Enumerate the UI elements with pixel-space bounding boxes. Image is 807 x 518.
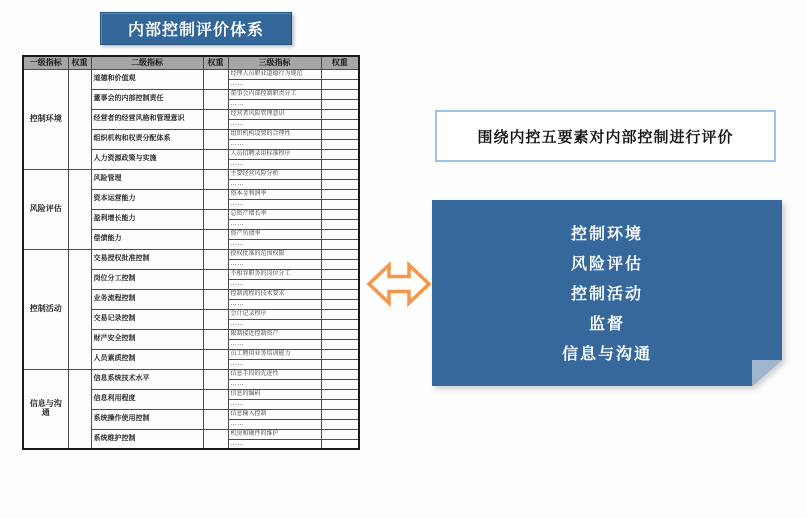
header-weight2: 权重 — [203, 56, 228, 69]
level3-cell: 授权批准的范围权限 — [228, 249, 321, 259]
indicator-table-wrap — [22, 55, 358, 450]
table-row — [23, 369, 359, 379]
weight-cell — [203, 369, 228, 389]
table-row — [23, 249, 359, 259]
weight-cell — [321, 269, 359, 279]
table-header-row — [23, 56, 359, 69]
ellipsis-cell: …… — [228, 379, 321, 389]
header-level1: 一级指标 — [23, 56, 68, 69]
weight-cell — [321, 89, 359, 99]
weight-cell — [203, 209, 228, 229]
header-level2: 二级指标 — [91, 56, 203, 69]
weight-cell — [321, 139, 359, 149]
level2-cell: 交易授权批准控制 — [91, 249, 203, 269]
ellipsis-cell: …… — [228, 359, 321, 369]
level3-cell: 员工聘用业务培训能力 — [228, 349, 321, 359]
level2-cell: 岗位分工控制 — [91, 269, 203, 289]
level2-cell: 人员素质控制 — [91, 349, 203, 369]
weight-cell — [203, 249, 228, 269]
weight-cell — [203, 309, 228, 329]
level3-cell: 机房和硬件的维护 — [228, 429, 321, 439]
weight-cell — [203, 349, 228, 369]
ellipsis-cell: …… — [228, 259, 321, 269]
weight-cell — [321, 439, 359, 449]
weight-cell — [321, 219, 359, 229]
weight-cell — [203, 429, 228, 449]
weight-cell — [203, 109, 228, 129]
weight-cell — [68, 249, 91, 369]
level3-cell: 总资产增长率 — [228, 209, 321, 219]
weight-cell — [321, 389, 359, 399]
page-title: 内部控制评价体系 — [127, 22, 264, 39]
ellipsis-cell: …… — [228, 399, 321, 409]
header-weight1: 权重 — [68, 56, 91, 69]
ellipsis-cell: …… — [228, 319, 321, 329]
weight-cell — [321, 329, 359, 339]
ellipsis-cell: …… — [228, 139, 321, 149]
level3-cell: 信息手段的先进性 — [228, 369, 321, 379]
level3-cell: 限制接近控制资产 — [228, 329, 321, 339]
weight-cell — [321, 279, 359, 289]
weight-cell — [321, 79, 359, 89]
caption-box — [435, 110, 776, 162]
level3-cell: 经营者风险管理意识 — [228, 109, 321, 119]
ellipsis-cell: …… — [228, 299, 321, 309]
weight-cell — [321, 149, 359, 159]
weight-cell — [203, 289, 228, 309]
level3-cell: 信息输入控制 — [228, 409, 321, 419]
weight-cell — [321, 249, 359, 259]
weight-cell — [321, 379, 359, 389]
level2-cell: 交易记录控制 — [91, 309, 203, 329]
ellipsis-cell: …… — [228, 239, 321, 249]
ellipsis-cell: …… — [228, 119, 321, 129]
level2-cell: 系统操作使用控制 — [91, 409, 203, 429]
weight-cell — [321, 339, 359, 349]
weight-cell — [321, 309, 359, 319]
weight-cell — [321, 369, 359, 379]
weight-cell — [321, 179, 359, 189]
five-elements-note — [432, 200, 782, 386]
note-element: 信息与沟通 — [561, 346, 652, 363]
level2-cell: 信息利用程度 — [91, 389, 203, 409]
weight-cell — [321, 409, 359, 419]
level2-cell: 人力资源政策与实施 — [91, 149, 203, 169]
level2-cell: 盈利增长能力 — [91, 209, 203, 229]
weight-cell — [68, 169, 91, 249]
weight-cell — [203, 129, 228, 149]
weight-cell — [203, 389, 228, 409]
weight-cell — [321, 399, 359, 409]
weight-cell — [203, 269, 228, 289]
ellipsis-cell: …… — [228, 219, 321, 229]
weight-cell — [321, 359, 359, 369]
weight-cell — [321, 239, 359, 249]
level2-cell: 业务流程控制 — [91, 289, 203, 309]
weight-cell — [321, 159, 359, 169]
header-level3: 三级指标 — [228, 56, 321, 69]
note-element: 风险评估 — [570, 256, 643, 273]
level3-cell: 董事会内部控制职责分工 — [228, 89, 321, 99]
ellipsis-cell: …… — [228, 159, 321, 169]
level3-cell: 会计记录程序 — [228, 309, 321, 319]
weight-cell — [68, 369, 91, 449]
level1-cell: 风险评估 — [23, 169, 68, 249]
weight-cell — [203, 89, 228, 109]
level2-cell: 组织机构和权责分配体系 — [91, 129, 203, 149]
note-element: 监督 — [588, 316, 625, 333]
weight-cell — [321, 69, 359, 79]
weight-cell — [321, 119, 359, 129]
weight-cell — [321, 319, 359, 329]
level1-cell: 控制环境 — [23, 69, 68, 169]
ellipsis-cell: …… — [228, 439, 321, 449]
note-element-list — [432, 200, 782, 386]
level2-cell: 经营者的经营风格和管理意识 — [91, 109, 203, 129]
level2-cell: 道德和价值观 — [91, 69, 203, 89]
weight-cell — [321, 199, 359, 209]
weight-cell — [321, 209, 359, 219]
weight-cell — [321, 289, 359, 299]
level3-cell: 不相容职务的岗位分工 — [228, 269, 321, 279]
caption-text: 围绕内控五要素对内部控制进行评价 — [477, 128, 734, 146]
level2-cell: 信息系统技术水平 — [91, 369, 203, 389]
double-arrow-icon — [366, 255, 432, 313]
level1-cell: 信息与沟通 — [23, 369, 68, 449]
evaluation-table — [22, 55, 360, 450]
level2-cell: 偿债能力 — [91, 229, 203, 249]
ellipsis-cell: …… — [228, 79, 321, 89]
table-row — [23, 169, 359, 179]
table-body — [23, 69, 359, 449]
weight-cell — [203, 69, 228, 89]
level2-cell: 董事会的内部控制责任 — [91, 89, 203, 109]
ellipsis-cell: …… — [228, 339, 321, 349]
level3-cell: 资本金利润率 — [228, 189, 321, 199]
level3-cell: 经理人员职业道德行为规范 — [228, 69, 321, 79]
level2-cell: 资本运营能力 — [91, 189, 203, 209]
weight-cell — [321, 129, 359, 139]
level3-cell: 主要经营风险分析 — [228, 169, 321, 179]
weight-cell — [321, 229, 359, 239]
title-banner — [100, 12, 292, 45]
weight-cell — [321, 429, 359, 439]
weight-cell — [68, 69, 91, 169]
weight-cell — [321, 109, 359, 119]
weight-cell — [203, 169, 228, 189]
level3-cell: 人员招聘录用标准程序 — [228, 149, 321, 159]
ellipsis-cell: …… — [228, 199, 321, 209]
weight-cell — [203, 189, 228, 209]
ellipsis-cell: …… — [228, 419, 321, 429]
weight-cell — [203, 149, 228, 169]
ellipsis-cell: …… — [228, 179, 321, 189]
note-element: 控制环境 — [570, 226, 643, 243]
weight-cell — [203, 229, 228, 249]
ellipsis-cell: …… — [228, 279, 321, 289]
level2-cell: 财产安全控制 — [91, 329, 203, 349]
level3-cell: 组织机构设置的合理性 — [228, 129, 321, 139]
level3-cell: 信息的编码 — [228, 389, 321, 399]
level1-cell: 控制活动 — [23, 249, 68, 369]
weight-cell — [321, 259, 359, 269]
weight-cell — [321, 349, 359, 359]
weight-cell — [321, 169, 359, 179]
level2-cell: 系统维护控制 — [91, 429, 203, 449]
weight-cell — [321, 189, 359, 199]
header-weight3: 权重 — [321, 56, 359, 69]
level3-cell: 资产负债率 — [228, 229, 321, 239]
level2-cell: 风险管理 — [91, 169, 203, 189]
weight-cell — [203, 409, 228, 429]
weight-cell — [321, 99, 359, 109]
ellipsis-cell: …… — [228, 99, 321, 109]
level3-cell: 控制流程的技术要求 — [228, 289, 321, 299]
weight-cell — [203, 329, 228, 349]
note-element: 控制活动 — [570, 286, 643, 303]
weight-cell — [321, 299, 359, 309]
table-row — [23, 69, 359, 79]
weight-cell — [321, 419, 359, 429]
